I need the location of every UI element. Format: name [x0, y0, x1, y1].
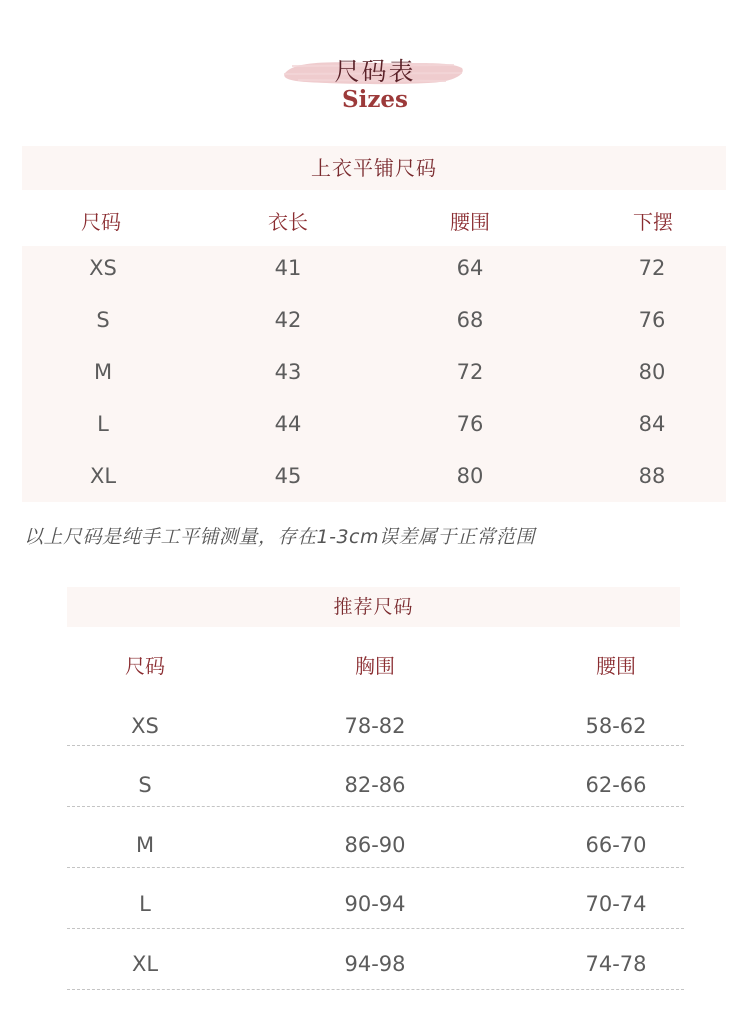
cell-size: XS: [89, 256, 117, 280]
table-row: [0, 880, 750, 939]
page-title: 尺码表: [334, 57, 416, 86]
cell-size: XS: [131, 714, 159, 738]
cell-length: 43: [274, 360, 302, 384]
cell-waist: 68: [456, 308, 484, 332]
row-divider: [67, 745, 684, 746]
cell-size: XL: [89, 464, 117, 488]
cell-waist: 74-78: [585, 952, 647, 976]
table1-title: 上衣平铺尺码: [22, 146, 726, 190]
cell-bust: 94-98: [344, 952, 406, 976]
row-divider: [67, 989, 684, 990]
column-header-hem: 下摆: [633, 210, 673, 234]
cell-waist: 72: [456, 360, 484, 384]
cell-length: 44: [274, 412, 302, 436]
column-header-size: 尺码: [81, 210, 121, 234]
row-divider: [67, 867, 684, 868]
measurement-note: 以上尺码是纯手工平铺测量，存在1-3cm误差属于正常范围: [24, 526, 535, 548]
cell-bust: 82-86: [344, 773, 406, 797]
cell-hem: 72: [638, 256, 666, 280]
cell-hem: 80: [638, 360, 666, 384]
table-row: [0, 256, 750, 286]
column-header-size: 尺码: [125, 654, 165, 678]
cell-waist: 62-66: [585, 773, 647, 797]
table-row: [0, 761, 750, 820]
table-row: [0, 702, 750, 761]
cell-size: S: [138, 773, 152, 797]
cell-size: M: [93, 360, 113, 384]
cell-size: L: [97, 412, 109, 436]
cell-size: S: [96, 308, 110, 332]
table-row: [0, 360, 750, 390]
table-row: [0, 940, 750, 999]
cell-hem: 76: [638, 308, 666, 332]
table-row: [0, 308, 750, 338]
cell-waist: 58-62: [585, 714, 647, 738]
cell-length: 45: [274, 464, 302, 488]
cell-waist: 66-70: [585, 833, 647, 857]
cell-waist: 70-74: [585, 892, 647, 916]
cell-size: L: [139, 892, 151, 916]
cell-bust: 86-90: [344, 833, 406, 857]
cell-waist: 80: [456, 464, 484, 488]
table-row: [0, 821, 750, 880]
cell-size: M: [135, 833, 155, 857]
cell-waist: 76: [456, 412, 484, 436]
cell-length: 41: [274, 256, 302, 280]
cell-length: 42: [274, 308, 302, 332]
column-header-length: 衣长: [268, 210, 308, 234]
table2-header: [0, 650, 750, 680]
table2-title: 推荐尺码: [67, 587, 680, 627]
cell-waist: 64: [456, 256, 484, 280]
column-header-waist: 腰围: [596, 654, 636, 678]
row-divider: [67, 806, 684, 807]
page-header: [0, 48, 750, 118]
table-row: [0, 464, 750, 494]
cell-hem: 88: [638, 464, 666, 488]
table-row: [0, 412, 750, 442]
table1-header: [0, 206, 750, 236]
cell-size: XL: [131, 952, 159, 976]
column-header-waist: 腰围: [450, 210, 490, 234]
cell-hem: 84: [638, 412, 666, 436]
row-divider: [67, 928, 684, 929]
cell-bust: 78-82: [344, 714, 406, 738]
cell-bust: 90-94: [344, 892, 406, 916]
page-subtitle: Sizes: [342, 86, 408, 113]
column-header-bust: 胸围: [355, 654, 395, 678]
